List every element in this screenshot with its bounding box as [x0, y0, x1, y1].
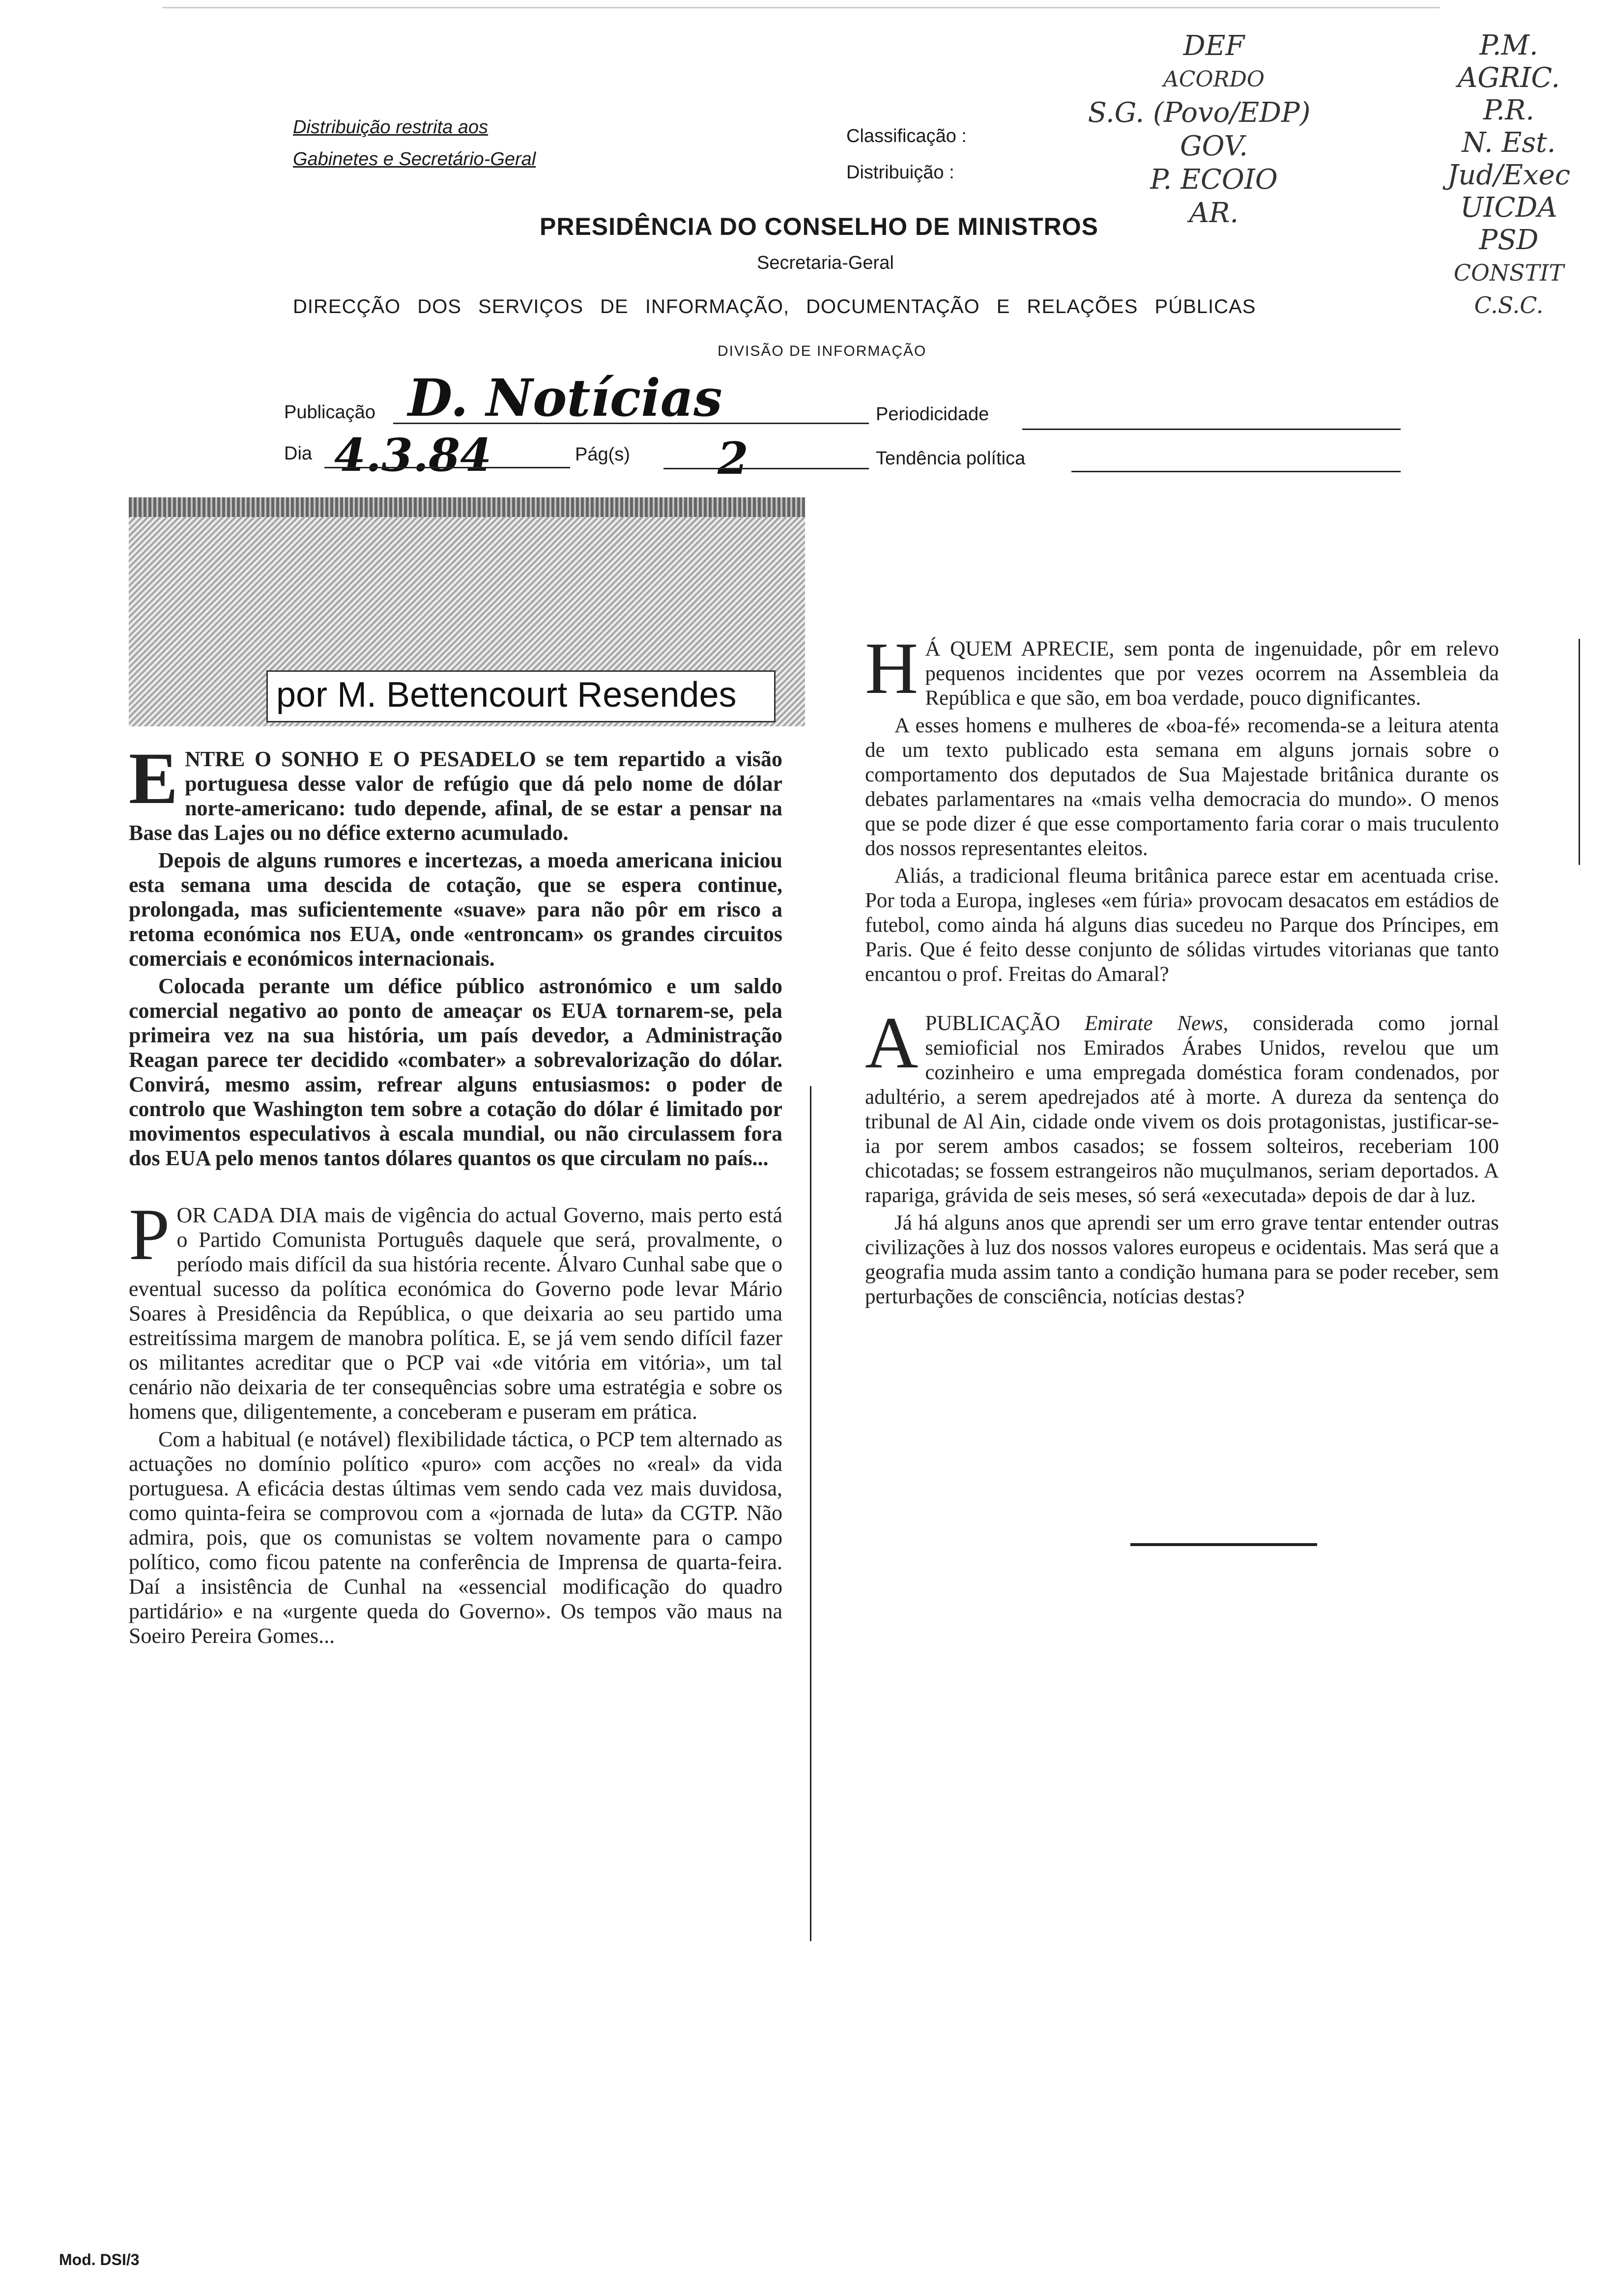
lead-in: PUBLICAÇÃO — [925, 1012, 1061, 1035]
right-margin-rule — [1579, 639, 1580, 865]
org-title: PRESIDÊNCIA DO CONSELHO DE MINISTROS — [540, 213, 1099, 240]
publication-label: Publicação — [284, 402, 375, 423]
publication-line — [393, 423, 869, 424]
tendency-label: Tendência política — [876, 448, 1026, 469]
note-line: ACORDO — [1163, 67, 1265, 92]
form-code: Mod. DSI/3 — [59, 2251, 140, 2268]
lead-in: NTRE O SONHO E O PESADELO — [185, 747, 536, 771]
division-title: DIVISÃO DE INFORMAÇÃO — [718, 343, 927, 359]
banner-dark-band — [129, 497, 805, 517]
lead-in: Á QUEM APRECIE, — [925, 637, 1115, 660]
paragraph-text: considerada como jornal semioficial nos Emirados Árabes Unidos, revelou que um cozinheiro e uma empregada doméstica foram condenados, por adultério, a serem apedrejados até à morte. A dureza da sentença do tribunal de Al Ain, cidade onde vivem os dois protagonistas, justificar-se-ia por serem ambos casados; se fossem solteiros, receberiam 100 chicotadas; se fossem estrangeiros não muçulmanos, seriam deportados. A rapariga, grávida de seis meses, só será «executada» depois de dar à luz. — [865, 1012, 1499, 1207]
right-paragraph — [865, 1002, 1499, 1208]
article-end-rule — [1130, 1543, 1317, 1546]
distribution-line-1: Distribuição restrita aos — [293, 117, 489, 138]
note-line: CONSTIT — [1453, 259, 1564, 286]
publication-name: Emirate News, — [1084, 1012, 1229, 1035]
publication-value: D. Notícias — [408, 368, 722, 428]
note-line: S.G. (Povo/EDP) — [1088, 97, 1311, 129]
distribution-restriction — [293, 117, 536, 170]
note-line: P.R. — [1483, 94, 1535, 126]
handwritten-note-right — [1415, 29, 1602, 321]
drop-cap: E — [129, 738, 178, 819]
tendency-line — [1071, 471, 1401, 472]
drop-cap: P — [129, 1194, 170, 1275]
note-line: C.S.C. — [1474, 292, 1544, 318]
right-paragraph: A esses homens e mulheres de «boa-fé» recomenda-se a leitura atenta de um texto publicado esta semana em alguns jornais sobre o comportamento dos deputados de Sua Majestade britânica durante os debates parlamentares na «mais velha democracia do mundo». O menos que se pode dizer é que esse comportamento faria corar o mais truculento dos nossos representantes eleitos. — [865, 714, 1499, 860]
distribution-label: Distribuição : — [846, 162, 954, 183]
left-paragraph — [129, 738, 782, 845]
drop-cap: H — [865, 628, 919, 709]
note-line: P. ECOIO — [1150, 164, 1278, 196]
note-line: GOV. — [1180, 130, 1248, 162]
directorate-title: DIRECÇÃO DOS SERVIÇOS DE INFORMAÇÃO, DOCUMENTAÇÃO E RELAÇÕES PÚBLICAS — [293, 296, 1256, 317]
right-paragraph — [865, 628, 1499, 711]
paragraph-text: se tem repartido a visão portuguesa desse valor de refúgio que dá pelo nome de dólar norte-americano: tudo depende, afinal, de se estar a pensar na Base das Lajes ou no défice externo acumulado. — [129, 747, 782, 845]
left-paragraph: Depois de alguns rumores e incertezas, a moeda americana iniciou esta semana uma descida de cotação, que se espera continue, prolongada, mas suficientemente «suave» para não pôr em risco a retoma económica nos EUA, onde «entroncam» os grandes circuitos comerciais e económicos internacionais. — [129, 848, 782, 971]
right-paragraph: Já há alguns anos que aprendi ser um erro grave tentar entender outras civilizações à luz dos nossos valores europeus e ocidentais. Mas será que a geografia muda assim tanto a condição humana para se poder receber, sem perturbações de consciência, notícias destas? — [865, 1211, 1499, 1308]
classification-label: Classificação : — [846, 126, 967, 146]
note-line: UICDA — [1460, 192, 1557, 224]
note-line: AGRIC. — [1457, 62, 1560, 94]
left-paragraph — [129, 1194, 783, 1424]
day-value: 4.3.84 — [334, 429, 492, 482]
lead-in: OR CADA DIA — [176, 1203, 318, 1227]
right-paragraph: Aliás, a tradicional fleuma britânica parece estar em acentuada crise. Por toda a Europa, ingleses «em fúria» provocam desacatos em estádios de futebol, como ainda há alguns dias sucedeu no Parque dos Príncipes, em Paris. Que é feito desse conjunto de sólidas virtudes vitorianas que tanto encantou o prof. Freitas do Amaral? — [865, 864, 1499, 986]
note-line: P.M. — [1479, 29, 1538, 61]
article-left-column — [129, 738, 783, 1651]
scan-edge-mark — [162, 7, 1440, 8]
day-line — [324, 467, 570, 468]
article-right-column — [865, 628, 1499, 1312]
org-subtitle: Secretaria-Geral — [757, 253, 894, 273]
left-paragraph: Colocada perante um défice público astronómico e um saldo comercial negativo ao ponto de ameaçar os EUA tornarem-se, pela primeira vez na sua história, um país devedor, a Administração Reagan parece ter decidido «combater» a sobrevalorização do dólar. Convirá, mesmo assim, refrear alguns entusiasmos: o poder de controlo que Washington tem sobre a cotação do dólar é limitado por movimentos especulativos à escala mundial, ou não circulassem fora dos EUA pelo menos tantos dólares quantos os que circulam no país... — [129, 974, 782, 1170]
periodicity-line — [1022, 429, 1401, 430]
page-line — [663, 468, 869, 469]
note-line: AR. — [1189, 197, 1239, 229]
paragraph-text: mais de vigência do actual Governo, mais perto está o Partido Comunista Português daquele que será, provalmente, o período mais difícil da sua história recente. Álvaro Cunhal sabe que o eventual sucesso da política económica do Governo pode levar Mário Soares à Presidência da República, o que deixaria ao seu partido uma estreitíssima margem de manobra política. E, se já vem sendo difícil fazer os militantes acreditar que o PCP vai «de vitória em vitória», um tal cenário não deixaria de ter consequências sobre uma estratégia e sobre os homens que, diligentemente, a conceberam e puseram em prática. — [129, 1203, 783, 1424]
page-label: Pág(s) — [575, 444, 630, 465]
paragraph-text: sem ponta de ingenuidade, pôr em relevo pequenos incidentes que por vezes ocorrem na Assembleia da República e que são, em boa verdade, pouco dignificantes. — [925, 637, 1499, 710]
handwritten-note-center — [1057, 29, 1371, 230]
note-line: Jud/Exec — [1447, 159, 1571, 191]
drop-cap: A — [865, 1002, 919, 1084]
day-label: Dia — [284, 443, 313, 464]
column-divider — [810, 1086, 811, 1941]
periodicity-label: Periodicidade — [876, 404, 989, 425]
page-value: 2 — [718, 432, 748, 485]
distribution-line-2: Gabinetes e Secretário-Geral — [293, 149, 536, 170]
byline: por M. Bettencourt Resendes — [276, 675, 737, 715]
note-line: PSD — [1479, 224, 1539, 256]
note-line: DEF — [1183, 30, 1245, 62]
left-paragraph: Com a habitual (e notável) flexibilidade táctica, o PCP tem alternado as actuações no domínio político «puro» com acções no «real» da vida portuguesa. A eficácia destas últimas vem sendo cada vez mais duvidosa, como quinta-feira se comprovou com a «jornada de luta» da CGTP. Não admira, pois, que os comunistas se voltem novamente para o campo político, como ficou patente na conferência de Imprensa de quarta-feira. Daí a insistência de Cunhal na «essencial modificação do quadro partidário» e na «urgente queda do Governo». Os tempos vão maus na Soeiro Pereira Gomes... — [129, 1427, 782, 1648]
note-line: N. Est. — [1462, 127, 1556, 159]
